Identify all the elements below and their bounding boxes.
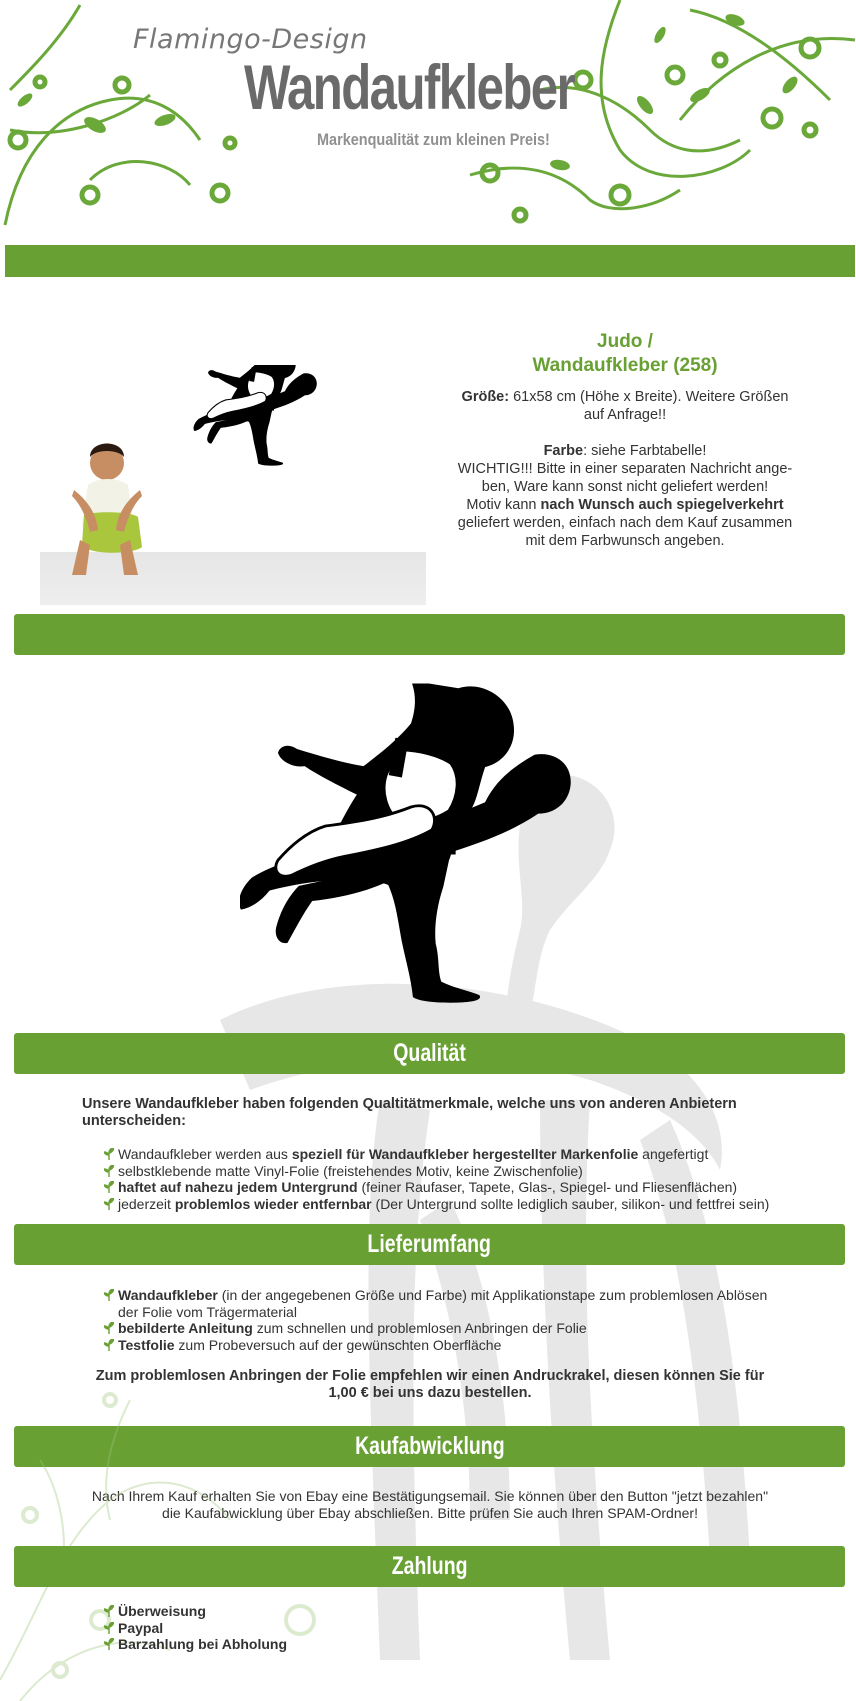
payment-method-label: Überweisung — [118, 1603, 206, 1619]
leaf-bullet-icon — [104, 1148, 114, 1160]
mirror-note — [450, 496, 800, 550]
payment-method-label: Paypal — [118, 1619, 164, 1636]
vine-decoration-bottom — [0, 1380, 330, 1701]
list-item — [104, 1196, 804, 1213]
rakel-recommendation: Zum problemlosen Anbringen der Folie empfehlen wir einen Andruckrakel, diesen können Sie für 1,00 € bei uns dazu bestellen. — [95, 1368, 765, 1401]
list-item-post: (feiner Raufaser, Tapete, Glas-, Spiegel- und Fliesenflächen) — [357, 1179, 738, 1195]
quality-intro: Unsere Wandaufkleber haben folgenden Qualtitätmerkmale, welche uns von anderen Anbietern unterscheiden: — [82, 1096, 737, 1129]
list-item-bold: bebilderte Anleitung — [118, 1320, 253, 1336]
section-title-scope: Lieferumfang — [367, 1230, 492, 1258]
list-item-post: (Der Untergrund sollte lediglich sauber, silikon- und fettfrei sein) — [371, 1195, 770, 1212]
list-item-bold: Testfolie — [118, 1336, 175, 1353]
quality-list — [104, 1146, 804, 1212]
leaf-bullet-icon — [104, 1181, 114, 1193]
list-item — [104, 1179, 804, 1196]
leaf-bullet-icon — [104, 1605, 114, 1617]
size-text: 61x58 cm (Höhe x Breite). Weitere Größen auf Anfrage!! — [509, 389, 789, 423]
main-product-image — [240, 675, 620, 1015]
purchase-line2: die Kaufabwicklung über Ebay abschließen. Bitte prüfen Sie auch Ihren SPAM-Ordner! — [162, 1505, 698, 1521]
section-header-scope — [14, 1224, 845, 1265]
list-item-bold: problemlos wieder entfernbar — [174, 1195, 372, 1212]
mirror-suffix: geliefert werden, einfach nach dem Kauf zusammen mit dem Farbwunsch angeben. — [457, 515, 793, 549]
product-info — [450, 330, 800, 550]
list-item-pre: Wandaufkleber werden aus — [118, 1146, 292, 1162]
list-item-bold: Wandaufkleber — [118, 1287, 218, 1303]
leaf-bullet-icon — [104, 1339, 114, 1351]
section-title-payment: Zahlung — [391, 1552, 468, 1580]
list-item-pre: selbstklebende matte Vinyl-Folie (freistehendes Motiv, keine Zwischenfolie) — [118, 1162, 583, 1179]
brand-title: Wandaufkleber — [244, 53, 575, 123]
list-item-pre: jederzeit — [118, 1195, 175, 1212]
purchase-line1: Nach Ihrem Kauf erhalten Sie von Ebay eine Bestätigungsemail. Sie können über den Button "jetzt bezahlen" — [91, 1488, 769, 1504]
leaf-bullet-icon — [104, 1622, 114, 1634]
leaf-bullet-icon — [104, 1198, 114, 1210]
product-title-line1: Judo / — [597, 331, 653, 352]
scope-list — [104, 1287, 784, 1353]
color-text: : siehe Farbtabelle! — [583, 443, 707, 459]
list-item — [104, 1320, 784, 1337]
list-item-post: zum Probeversuch auf der gewünschten Oberfläche — [174, 1336, 502, 1353]
size-info — [450, 388, 800, 424]
payment-list — [104, 1603, 504, 1653]
leaf-bullet-icon — [104, 1322, 114, 1334]
list-item — [104, 1287, 784, 1320]
payment-method — [104, 1620, 504, 1637]
color-label: Farbe — [543, 443, 584, 459]
mirror-prefix: Motiv kann — [466, 497, 541, 513]
payment-method-label: Barzahlung bei Abholung — [118, 1636, 288, 1652]
list-item — [104, 1146, 804, 1163]
list-item-post: (in der angegebenen Größe und Farbe) mit Applikationstape zum problemlosen Ablösen der Folie vom Trägermaterial — [118, 1287, 768, 1320]
leaf-bullet-icon — [104, 1165, 114, 1177]
payment-method — [104, 1636, 504, 1653]
color-info — [450, 442, 800, 460]
product-title — [450, 330, 800, 378]
top-green-bar — [5, 245, 855, 277]
section-title-quality: Qualität — [393, 1039, 466, 1067]
judo-silhouette-icon — [240, 675, 620, 1015]
section-header-payment — [14, 1546, 845, 1587]
divider-bar — [14, 614, 845, 655]
section-title-purchase: Kaufabwicklung — [354, 1432, 505, 1460]
vine-bottom-icon — [0, 1380, 330, 1701]
section-header-quality — [14, 1033, 845, 1074]
mirror-bold: nach Wunsch auch spiegelverkehrt — [540, 497, 784, 513]
leaf-bullet-icon — [104, 1289, 114, 1301]
brand-small: Flamingo-Design — [133, 24, 368, 55]
list-item-post: angefertigt — [638, 1146, 709, 1162]
brand-tagline: Markenqualität zum kleinen Preis! — [317, 130, 550, 149]
payment-method — [104, 1603, 504, 1620]
important-note: WICHTIG!!! Bitte in einer separaten Nachricht ange-ben, Ware kann sonst nicht geliefert werden! — [457, 461, 793, 495]
size-label: Größe: — [461, 389, 510, 405]
list-item-bold: speziell für Wandaufkleber hergestellter Markenfolie — [291, 1146, 639, 1162]
child-with-sticker-icon — [40, 365, 426, 605]
list-item-post: zum schnellen und problemlosen Anbringen der Folie — [252, 1320, 587, 1336]
leaf-bullet-icon — [104, 1638, 114, 1650]
product-image — [40, 365, 426, 605]
product-title-line2: Wandaufkleber (258) — [532, 355, 718, 376]
list-item — [104, 1337, 784, 1354]
list-item — [104, 1163, 804, 1180]
list-item-bold: haftet auf nahezu jedem Untergrund — [118, 1179, 358, 1195]
